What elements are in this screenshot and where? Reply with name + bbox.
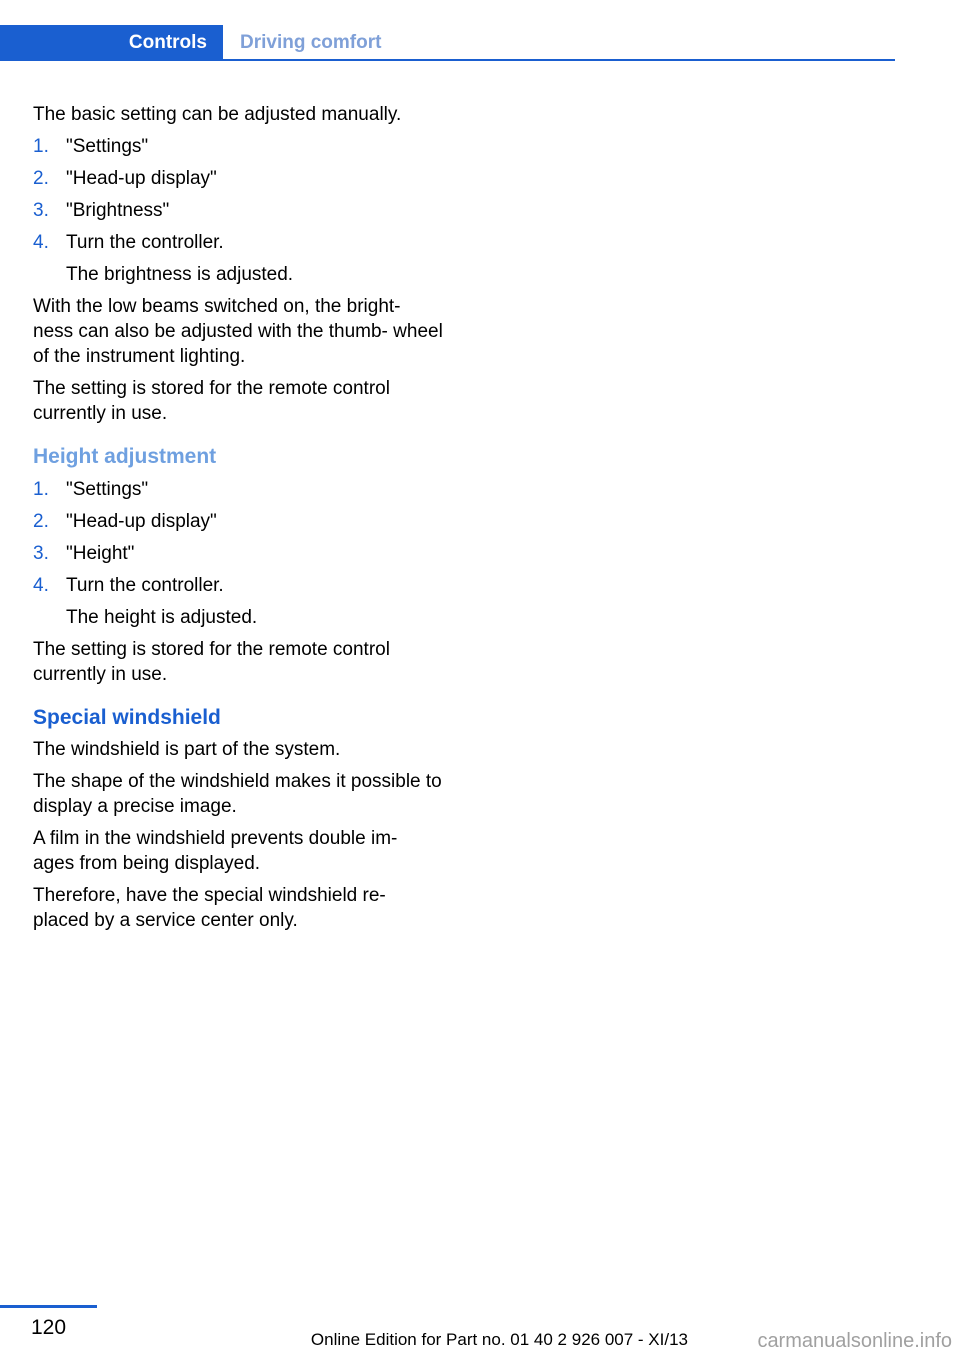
stored-setting-paragraph: The setting is stored for the remote control currently in use. (33, 639, 390, 685)
step-number: 1. (33, 136, 49, 157)
special-windshield-heading: Special windshield (33, 706, 221, 729)
step-text: "Height" (66, 543, 135, 564)
step-text: "Head-up display" (66, 168, 217, 189)
intro-paragraph: The basic setting can be adjusted manually. (33, 104, 402, 125)
step-number: 2. (33, 511, 49, 532)
windshield-paragraph: The windshield is part of the system. (33, 739, 341, 760)
step-result: The height is adjusted. (66, 607, 258, 628)
step-number: 3. (33, 200, 49, 221)
edition-note: Online Edition for Part no. 01 40 2 926 007 - XI/13 (310, 1330, 688, 1349)
list-item (33, 509, 443, 534)
page-header (0, 25, 895, 61)
page-number: 120 (30, 1316, 67, 1339)
watermark: carmanualsonline.info (757, 1330, 952, 1352)
list-item (33, 230, 443, 287)
step-text: Turn the controller. (66, 232, 224, 253)
page-content (33, 102, 443, 940)
low-beams-paragraph: With the low beams switched on, the bright‐ ness can also be adjusted with the thumb‐ wheel of the instrument lighting. (33, 296, 443, 367)
windshield-paragraph: Therefore, have the special windshield re‐ placed by a service center only. (33, 885, 386, 931)
footer-rule (0, 1305, 97, 1308)
step-number: 2. (33, 168, 49, 189)
list-item (33, 166, 443, 191)
step-number: 4. (33, 232, 49, 253)
step-result: The brightness is adjusted. (66, 264, 294, 285)
step-number: 3. (33, 543, 49, 564)
windshield-paragraph: A film in the windshield prevents double im‐ ages from being displayed. (33, 828, 398, 874)
step-text: "Head-up display" (66, 511, 217, 532)
brightness-steps-list (33, 134, 443, 287)
list-item (33, 134, 443, 159)
list-item (33, 541, 443, 566)
step-number: 4. (33, 575, 49, 596)
step-text: "Settings" (66, 479, 149, 500)
list-item (33, 573, 443, 630)
stored-setting-paragraph: The setting is stored for the remote control currently in use. (33, 378, 390, 424)
step-text: Turn the controller. (66, 575, 224, 596)
step-number: 1. (33, 479, 49, 500)
step-text: "Settings" (66, 136, 149, 157)
section-tab-driving-comfort: Driving comfort (240, 32, 382, 53)
list-item (33, 477, 443, 502)
section-tab-controls: Controls (0, 25, 223, 61)
height-steps-list (33, 477, 443, 630)
list-item (33, 198, 443, 223)
windshield-paragraph: The shape of the windshield makes it possible to display a precise image. (33, 771, 442, 817)
height-adjustment-heading: Height adjustment (33, 445, 217, 468)
header-rule (0, 59, 895, 61)
step-text: "Brightness" (66, 200, 170, 221)
